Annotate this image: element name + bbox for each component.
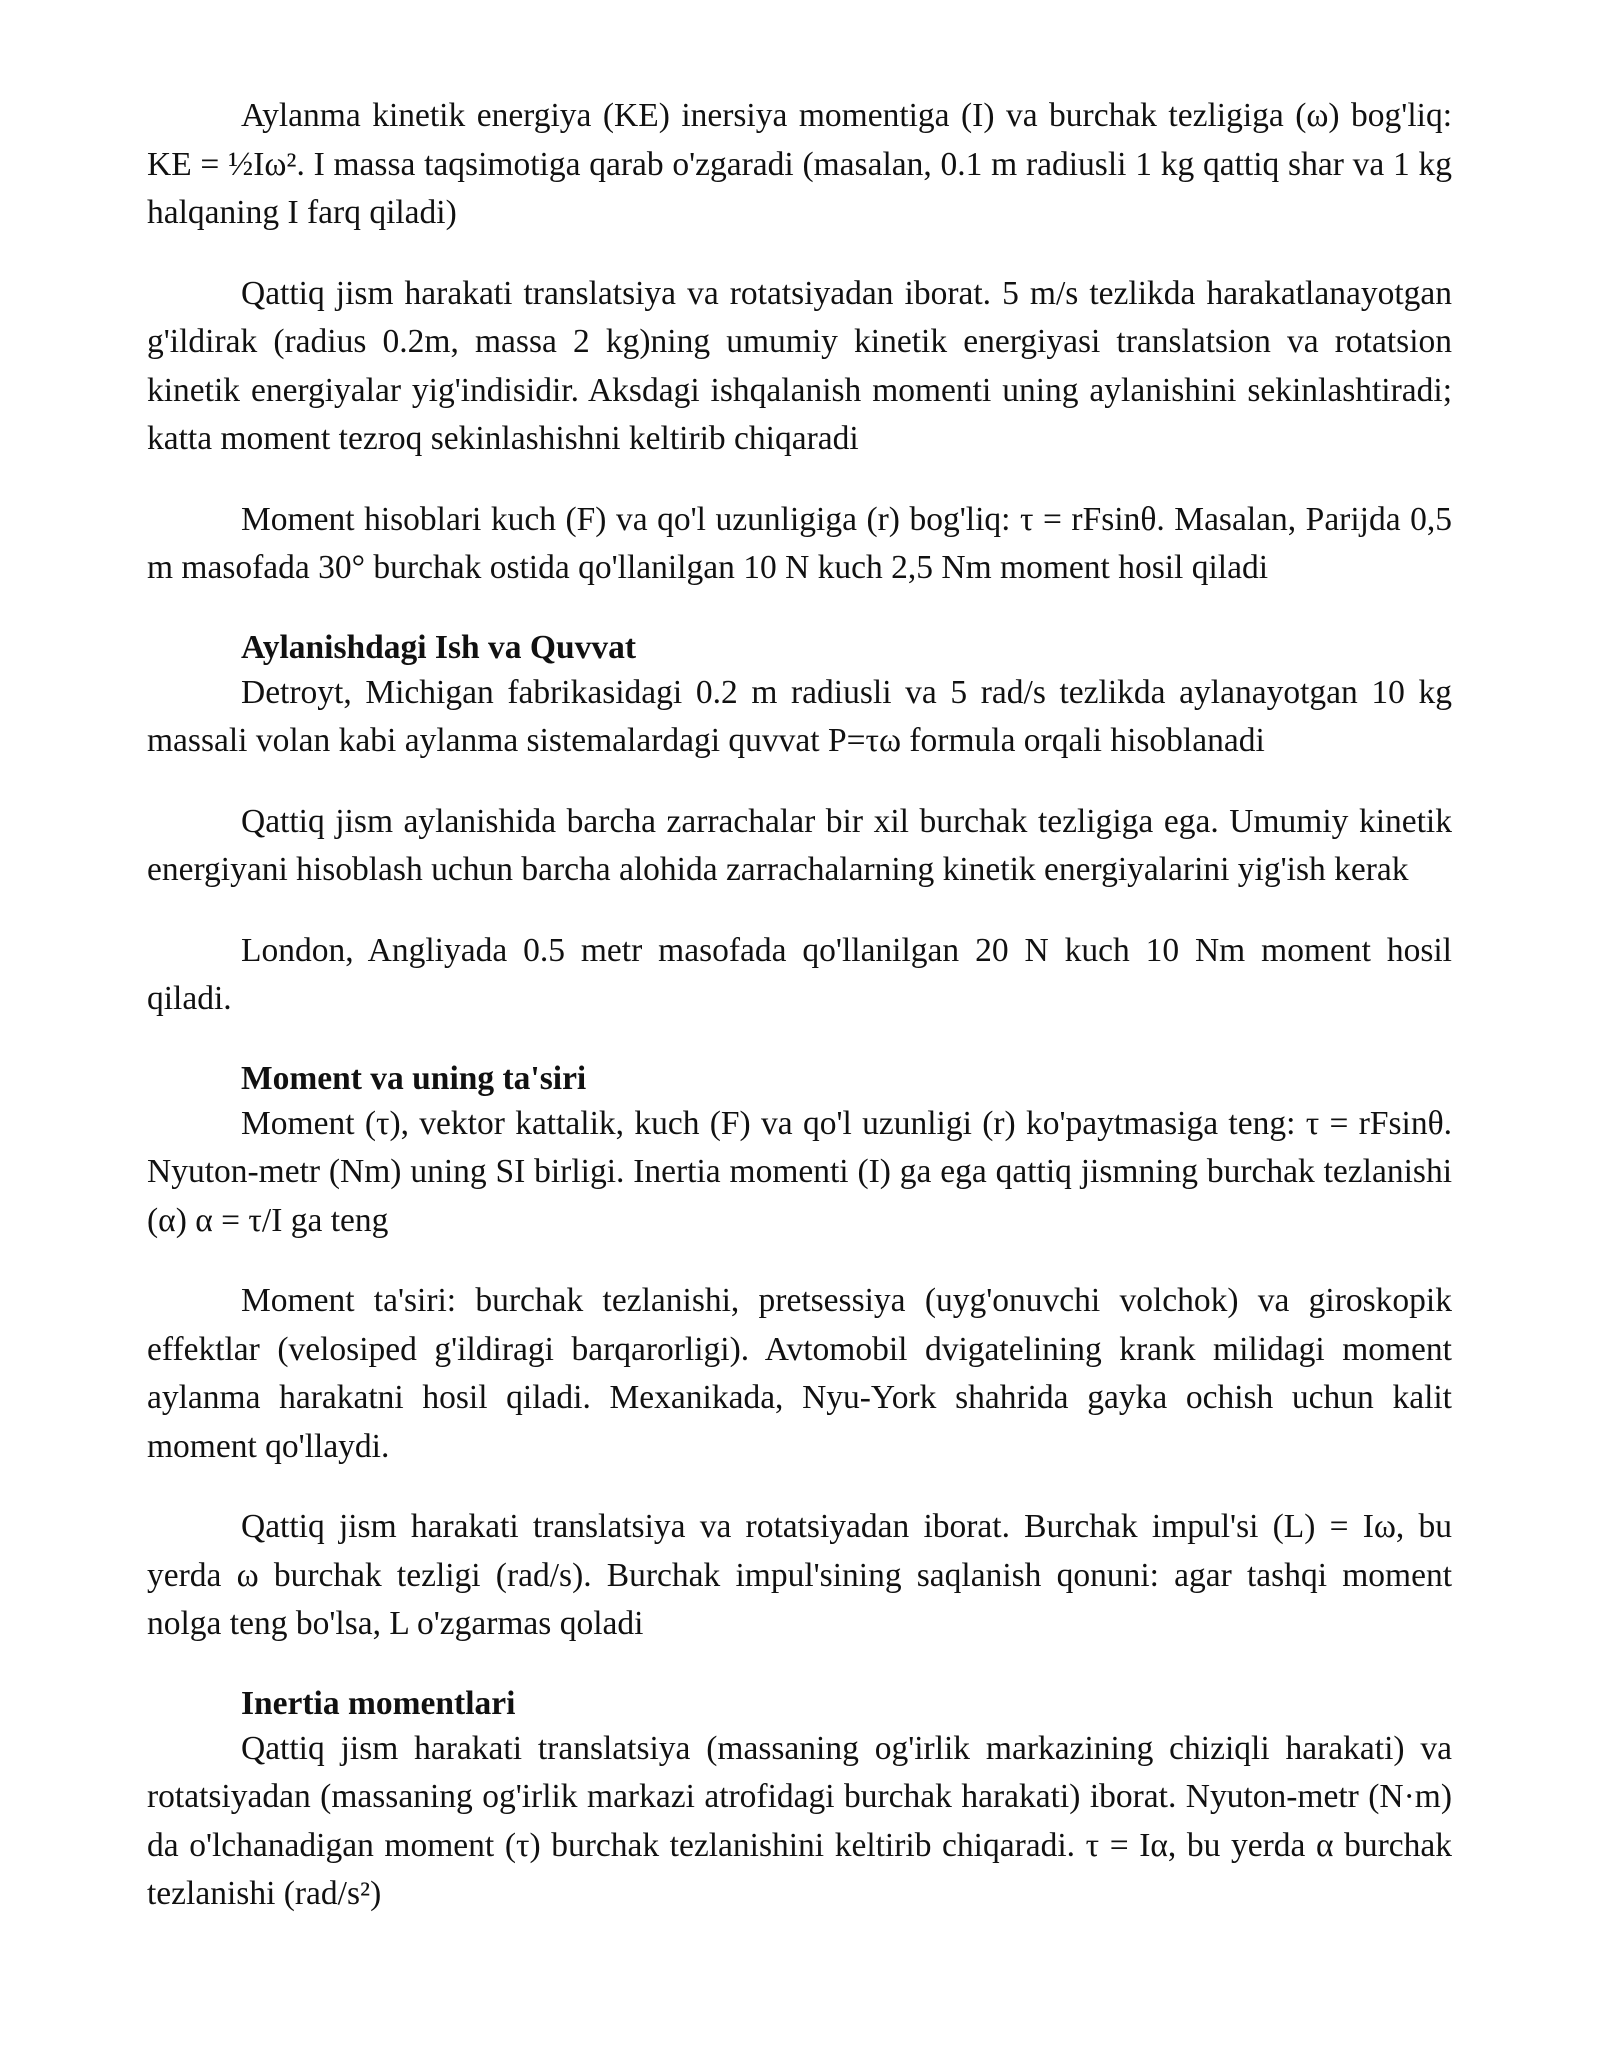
section-heading: Moment va uning ta'siri	[241, 1059, 587, 1097]
paragraph: Moment hisoblari kuch (F) va qo'l uzunligiga (r) bog'liq: τ = rFsinθ. Masalan, Parijda 0,5 m masofada 30° burchak ostida qo'llanilgan 10 N kuch 2,5 Nm moment hosil qiladi	[147, 500, 1452, 586]
paragraph: Qattiq jism aylanishida barcha zarrachalar bir xil burchak tezligiga ega. Umumiy kinetik energiyani hisoblash uchun barcha alohida zarrachalarning kinetik energiyalarini yig'ish kerak	[147, 802, 1452, 888]
paragraph: London, Angliyada 0.5 metr masofada qo'llanilgan 20 N kuch 10 Nm moment hosil qiladi.	[147, 931, 1452, 1017]
paragraph: Moment ta'siri: burchak tezlanishi, pretsessiya (uyg'onuvchi volchok) va giroskopik effektlar (velosiped g'ildiragi barqarorligi). Avtomobil dvigatelining krank milidagi moment aylanma harakatni hosil qiladi. Mexanikada, Nyu-York shahrida gayka ochish uchun kalit moment qo'llaydi.	[147, 1282, 1452, 1465]
document-page	[147, 92, 1452, 1951]
section-heading: Aylanishdagi Ish va Quvvat	[241, 628, 636, 666]
paragraph: Aylanma kinetik energiya (KE) inersiya momentiga (I) va burchak tezligiga (ω) bog'liq: KE = ½Iω². I massa taqsimotiga qarab o'zgaradi (masalan, 0.1 m radiusli 1 kg qattiq shar va 1 kg halqaning I farq qiladi)	[147, 97, 1452, 231]
paragraph: Qattiq jism harakati translatsiya va rotatsiyadan iborat. 5 m/s tezlikda harakatlanayotgan g'ildirak (radius 0.2m, massa 2 kg)ning umumiy kinetik energiyasi translatsion va rotatsion kinetik energiyalar yig'indisidir. Aksdagi ishqalanish momenti uning aylanishini sekinlashtiradi; katta moment tezroq sekinlashishni keltirib chiqaradi	[147, 274, 1452, 457]
paragraph: Qattiq jism harakati translatsiya (massaning og'irlik markazining chiziqli harakati) va rotatsiyadan (massaning og'irlik markazi atrofidagi burchak harakati) iborat. Nyuton-metr (N·m) da o'lchanadigan moment (τ) burchak tezlanishini keltirib chiqaradi. τ = Iα, bu yerda α burchak tezlanishi (rad/s²)	[147, 1729, 1452, 1912]
paragraph: Moment (τ), vektor kattalik, kuch (F) va qo'l uzunligi (r) ko'paytmasiga teng: τ = rFsinθ. Nyuton-metr (Nm) uning SI birligi. Inertia momenti (I) ga ega qattiq jismning burchak tezlanishi (α) α = τ/I ga teng	[147, 1104, 1452, 1239]
section-heading: Inertia momentlari	[241, 1684, 516, 1722]
paragraph: Qattiq jism harakati translatsiya va rotatsiyadan iborat. Burchak impul'si (L) = Iω, bu yerda ω burchak tezligi (rad/s). Burchak impul'sining saqlanish qonuni: agar tashqi moment nolga teng bo'lsa, L o'zgarmas qoladi	[147, 1508, 1452, 1642]
paragraph: Detroyt, Michigan fabrikasidagi 0.2 m radiusli va 5 rad/s tezlikda aylanayotgan 10 kg massali volan kabi aylanma sistemalardagi quvvat P=τω formula orqali hisoblanadi	[147, 673, 1452, 759]
